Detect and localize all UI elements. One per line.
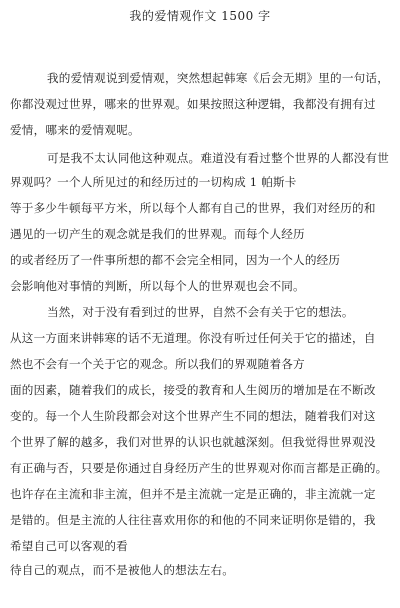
paragraph-line: 可是我不太认同他这种观点。难道没有看过整个世界的人都没有世 <box>47 151 390 165</box>
paragraph-line: 希望自己可以客观的看 <box>10 539 128 553</box>
paragraph-line: 有正确与否，只要是你通过自身经历产生的世界观对你而言都是正确的。 <box>10 461 388 475</box>
paragraph-line: 变的。每一个人生阶段都会对这个世界产生不同的想法，随着我们对这 <box>10 409 376 423</box>
paragraph-line: 的或者经历了一件事所想的都不会完全相同，因为一个人的经历 <box>10 253 341 267</box>
paragraph-line: 遇见的一切产生的观念就是我们的世界观。而每个人经历 <box>10 227 305 241</box>
paragraph-line: 然也不会有一个关于它的观念。所以我们的界观随着各方 <box>10 357 305 371</box>
paragraph-line: 会影响他对事情的判断，所以每个人的世界观也会不同。 <box>10 279 305 293</box>
paragraph-line: 爱情，哪来的爱情观呢。 <box>10 123 140 137</box>
paragraph-line: 界观吗？一个人所见过的和经历过的一切构成 1 帕斯卡 <box>10 175 297 189</box>
paragraph-line: 个世界了解的越多，我们对世界的认识也就越深刻。但我觉得世界观没 <box>10 435 376 449</box>
paragraph-line: 是错的。但是主流的人往往喜欢用你的和他的不同来证明你是错的，我 <box>10 513 376 527</box>
paragraph-line: 你都没观过世界，哪来的世界观。如果按照这种逻辑，我都没有拥有过 <box>10 97 376 111</box>
paragraph-line: 也许存在主流和非主流，但并不是主流就一定是正确的，非主流就一定 <box>10 487 376 501</box>
document-title: 我的爱情观作文 1500 字 <box>129 9 271 23</box>
paragraph-line: 待自己的观点，而不是被他人的想法左右。 <box>10 563 235 577</box>
paragraph-line: 等于多少牛顿每平方米，所以每个人都有自己的世界，我们对经历的和 <box>10 201 376 215</box>
paragraph-line: 当然，对于没有看到过的世界，自然不会有关于它的想法。 <box>47 305 354 319</box>
paragraph-line: 面的因素，随着我们的成长，接受的教育和人生阅历的增加是在不断改 <box>10 383 376 397</box>
paragraph-line: 从这一方面来讲韩寒的话不无道理。你没有听过任何关于它的描述，自 <box>10 331 376 345</box>
paragraph-line: 我的爱情观说到爱情观，突然想起韩寒《后会无期》里的一句话， <box>47 71 390 85</box>
